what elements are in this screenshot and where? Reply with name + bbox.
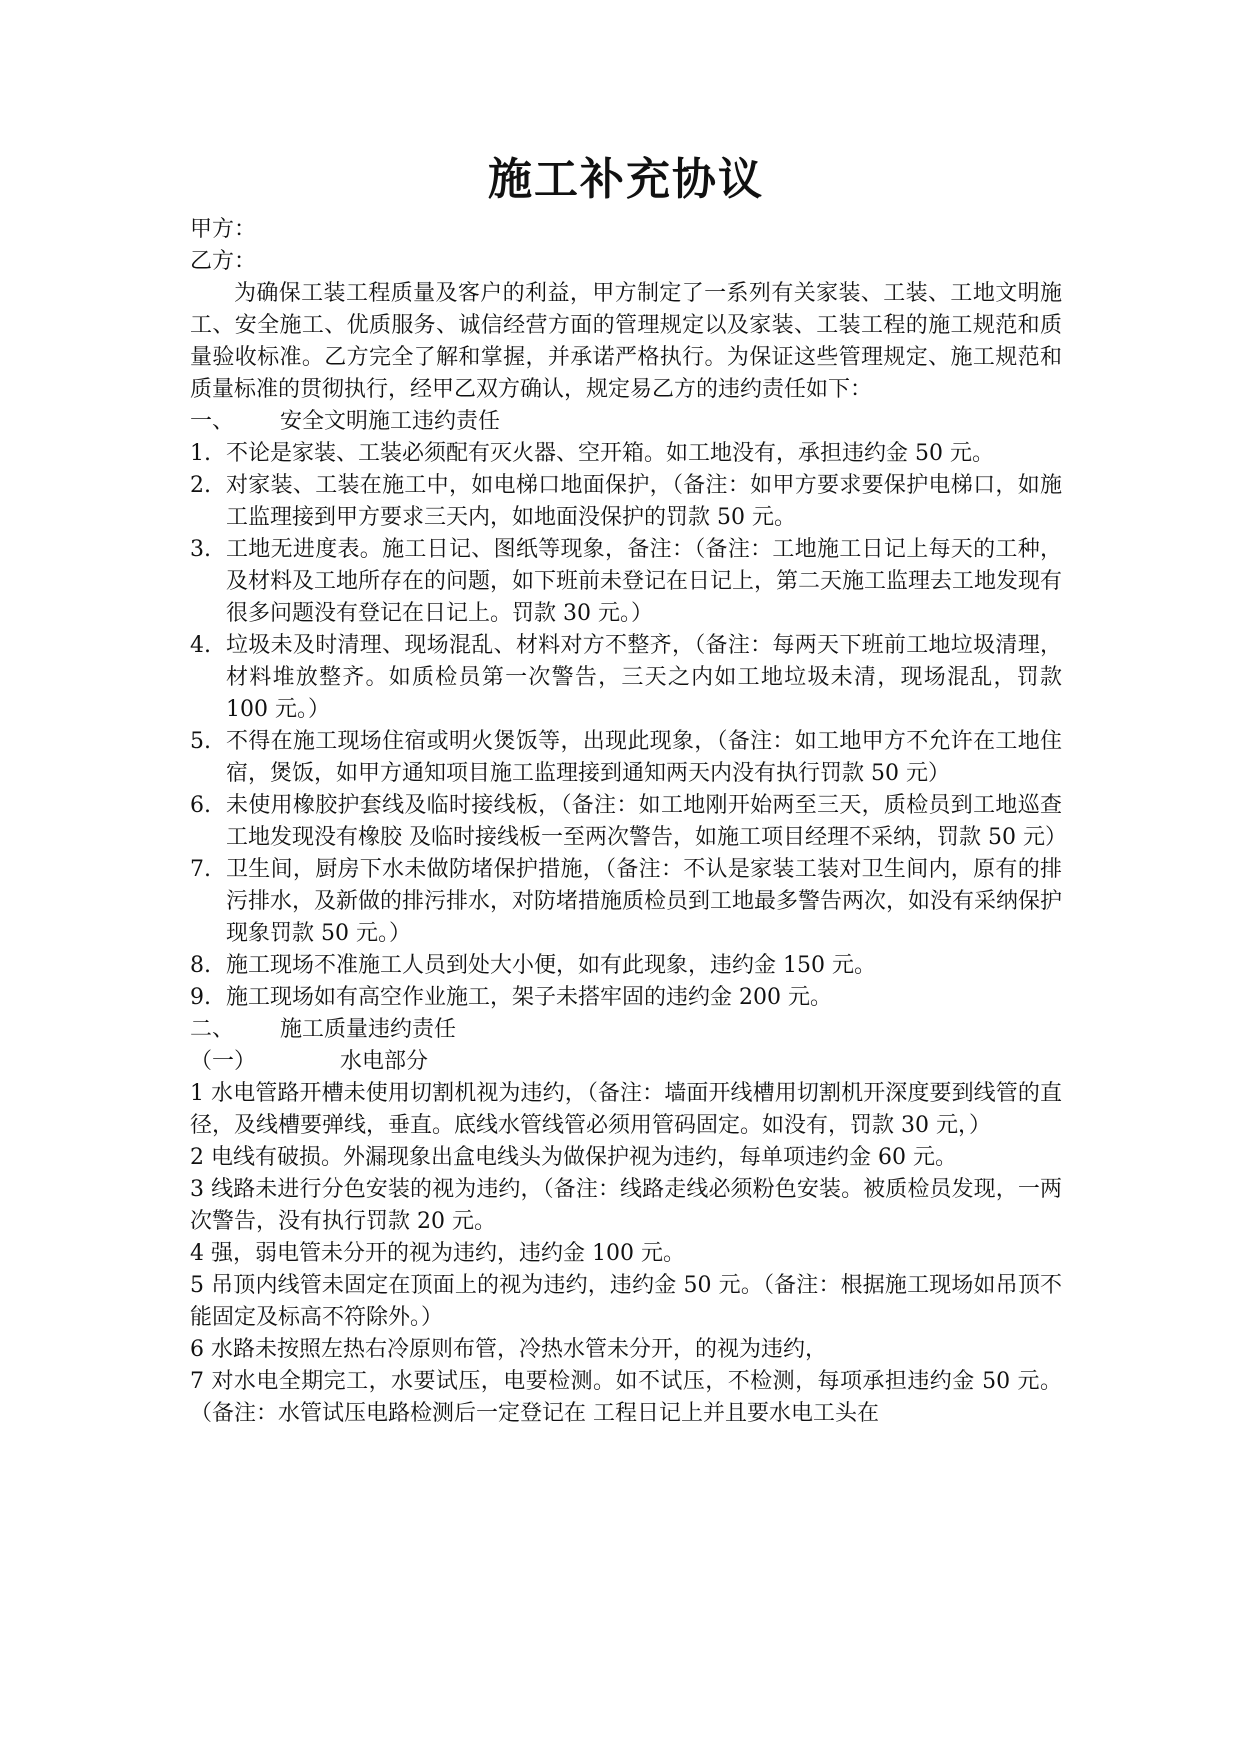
section-heading-1: [190, 406, 1062, 438]
section-number: 一、: [190, 409, 235, 434]
clause-line: 6 水路未按照左热右冷原则布管，冷热水管未分开，的视为违约，: [190, 1337, 827, 1362]
item-number: 1.: [190, 441, 211, 466]
section-1-list: [190, 438, 1067, 1014]
list-item: [190, 854, 1062, 950]
subsection-title: 水电部分: [340, 1049, 429, 1074]
item-text: 施工现场如有高空作业施工，架子未搭牢固的违约金 200 元。: [226, 985, 832, 1010]
list-item: [190, 726, 1062, 790]
clause-line: 7 对水电全期完工，水要试压，电要检测。如不试压，不检测，每项承担违约金 50 元。（备注：水管试压电路检测后一定登记在 工程日记上并且要水电工头在: [190, 1369, 1062, 1426]
item-text: 未使用橡胶护套线及临时接线板，（备注：如工地刚开始两至三天，质检员到工地巡查工地发现没有橡胶 及临时接线板一至两次警告，如施工项目经理不采纳，罚款 50 元）: [226, 793, 1067, 850]
list-item: [190, 438, 1062, 470]
item-text: 对家装、工装在施工中，如电梯口地面保护，（备注：如甲方要求要保护电梯口，如施工监理接到甲方要求三天内，如地面没保护的罚款 50 元。: [226, 473, 1062, 530]
item-number: 6.: [190, 793, 211, 818]
item-text: 工地无进度表。施工日记、图纸等现象，备注：（备注：工地施工日记上每天的工种，及材料及工地所存在的问题，如下班前未登记在日记上，第二天施工监理去工地发现有很多问题没有登记在日记上。罚款 30 元。）: [226, 537, 1063, 626]
document-page: [190, 150, 1067, 1430]
clause-line: 2 电线有破损。外漏现象出盒电线头为做保护视为违约，每单项违约金 60 元。: [190, 1145, 957, 1170]
list-item: [190, 982, 1062, 1014]
item-text: 卫生间，厨房下水未做防堵保护措施，（备注：不认是家装工装对卫生间内，原有的排污排水，及新做的排污排水，对防堵措施质检员到工地最多警告两次，如没有采纳保护现象罚款 50 元。）: [226, 857, 1063, 946]
item-number: 8.: [190, 953, 211, 978]
list-item: [190, 630, 1062, 726]
item-number: 3.: [190, 537, 211, 562]
intro-paragraph: 为确保工装工程质量及客户的利益，甲方制定了一系列有关家装、工装、工地文明施工、安全施工、优质服务、诚信经营方面的管理规定以及家装、工装工程的施工规范和质量验收标准。乙方完全了解和掌握，并承诺严格执行。为保证这些管理规定、施工规范和质量标准的贯彻执行，经甲乙双方确认，规定易乙方的违约责任如下：: [190, 281, 1062, 402]
item-number: 7.: [190, 857, 211, 882]
list-item: [190, 470, 1062, 534]
clause-line: 1 水电管路开槽未使用切割机视为违约，（备注：墙面开线槽用切割机开深度要到线管的直径，及线槽要弹线，垂直。底线水管线管必须用管码固定。如没有，罚款 30 元，）: [190, 1081, 1062, 1138]
item-number: 9.: [190, 985, 211, 1010]
section-title: 施工质量违约责任: [280, 1017, 457, 1042]
list-item: [190, 790, 1067, 854]
section-title: 安全文明施工违约责任: [280, 409, 501, 434]
clause-line: 3 线路未进行分色安装的视为违约，（备注：线路走线必须粉色安装。被质检员发现，一两次警告，没有执行罚款 20 元。: [190, 1177, 1062, 1234]
section-heading-2: [190, 1014, 1062, 1046]
section-number: 二、: [190, 1017, 235, 1042]
list-item: [190, 534, 1062, 630]
item-number: 4.: [190, 633, 211, 658]
item-text: 施工现场不准施工人员到处大小便，如有此现象，违约金 150 元。: [226, 953, 876, 978]
subsection-number: （一）: [190, 1049, 257, 1074]
item-number: 5.: [190, 729, 211, 754]
section-2-lines: [190, 1078, 1062, 1430]
item-number: 2.: [190, 473, 211, 498]
party-b-label: 乙方：: [190, 249, 257, 274]
party-a-label: 甲方：: [190, 217, 257, 242]
document-title: 施工补充协议: [488, 154, 764, 205]
clause-line: 4 强，弱电管未分开的视为违约，违约金 100 元。: [190, 1241, 685, 1266]
item-text: 不论是家装、工装必须配有灭火器、空开箱。如工地没有，承担违约金 50 元。: [226, 441, 994, 466]
list-item: [190, 950, 1062, 982]
item-text: 不得在施工现场住宿或明火煲饭等，出现此现象，（备注：如工地甲方不允许在工地住宿，煲饭，如甲方通知项目施工监理接到通知两天内没有执行罚款 50 元）: [226, 729, 1062, 786]
clause-line: 5 吊顶内线管未固定在顶面上的视为违约，违约金 50 元。（备注：根据施工现场如吊顶不能固定及标高不符除外。）: [190, 1273, 1062, 1330]
item-text: 垃圾未及时清理、现场混乱、材料对方不整齐，（备注：每两天下班前工地垃圾清理，材料堆放整齐。如质检员第一次警告，三天之内如工地垃圾未清，现场混乱，罚款 100 元。）: [226, 633, 1062, 722]
subsection-heading: [190, 1046, 1062, 1078]
